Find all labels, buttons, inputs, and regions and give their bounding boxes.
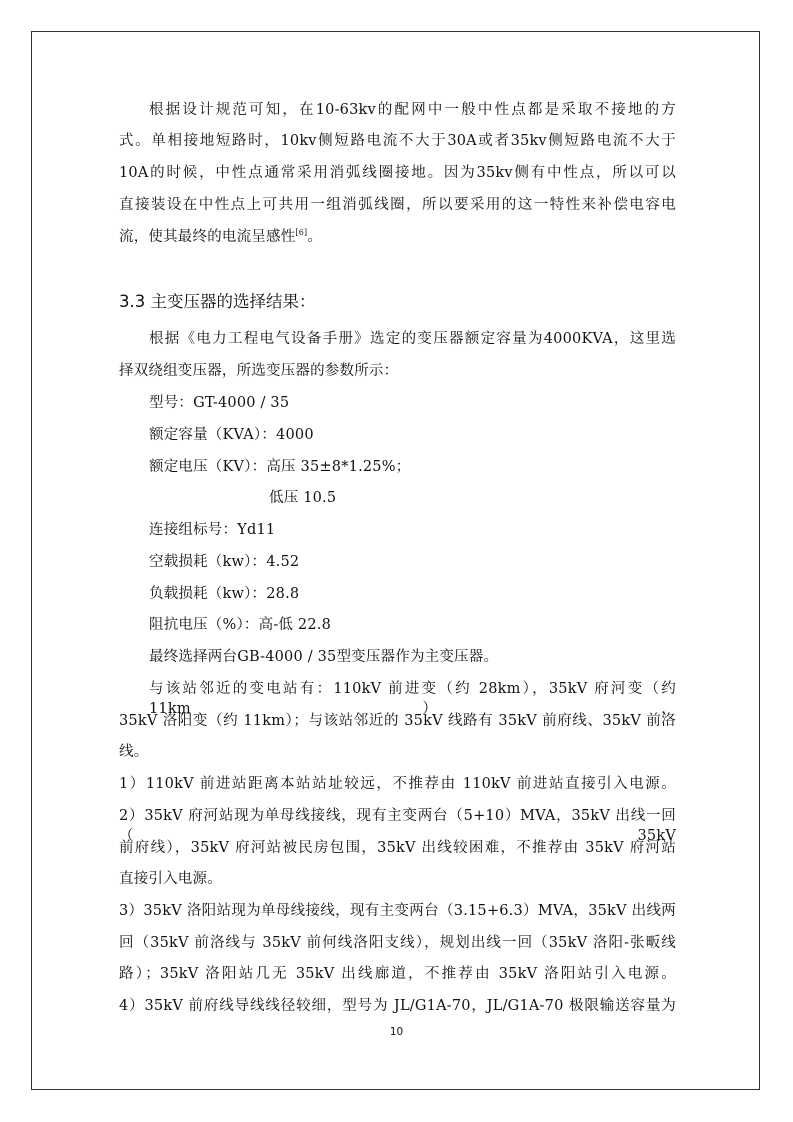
paragraph-line: 与该站邻近的变电站有：110kV 前进变（约 28km），35kV 府河变（约 11km）， [149, 681, 676, 717]
param-noload-loss: 空载损耗（kw）：4.52 [149, 554, 300, 570]
paragraph-text: 。 [307, 229, 323, 245]
list-item: 3）35kV 洛阳站现为单母线接线，现有主变两台（3.15+6.3）MVA，35kV 出线两 [119, 903, 676, 919]
list-item: 1）110kV 前进站距离本站站址较远，不推荐由 110kV 前进站直接引入电源。 [119, 776, 676, 792]
list-item-line: 路）；35kV 洛阳站几无 35kV 出线廊道，不推荐由 35kV 洛阳站引入电源。 [119, 966, 676, 982]
paragraph-line: 择双绕组变压器，所选变压器的参数所示： [119, 363, 399, 379]
paragraph-line: 根据设计规范可知，在10-63kv的配网中一般中性点都是采取不接地的方 [149, 102, 676, 118]
list-item: 4）35kV 前府线导线线径较细，型号为 JL/G1A-70，JL/G1A-70 极限输送容量为 [119, 998, 676, 1014]
section-heading: 3.3 主变压器的选择结果： [119, 292, 316, 311]
list-item-line: 回（35kV 前洛线与 35kV 前何线洛阳支线），规划出线一回（35kV 洛阳-张畈线 [119, 935, 676, 951]
page-border [31, 31, 760, 1090]
paragraph-line [119, 227, 322, 247]
param-model: 型号：GT-4000 / 35 [149, 395, 290, 411]
param-load-loss: 负载损耗（kw）：28.8 [149, 586, 300, 602]
paragraph-line: 35kV 洛阳变（约 11km）；与该站邻近的 35kV 线路有 35kV 前府线、35kV 前洛 [119, 713, 676, 729]
paragraph-line: 直接装设在中性点上可共用一组消弧线圈，所以要采用的这一特性来补偿电容电 [119, 197, 676, 213]
param-connection: 连接组标号：Yd11 [149, 522, 276, 538]
param-capacity: 额定容量（KVA）：4000 [149, 427, 314, 443]
param-final: 最终选择两台GB-4000 / 35型变压器作为主变压器。 [149, 649, 499, 665]
paragraph-line: 线。 [119, 744, 149, 760]
list-item-line: 直接引入电源。 [119, 871, 222, 887]
page-number: 10 [389, 1026, 404, 1038]
paragraph-text: 流，使其最终的电流呈感性 [119, 229, 296, 245]
paragraph-line: 根据《电力工程电气设备手册》选定的变压器额定容量为4000KVA，这里选 [149, 331, 676, 347]
param-voltage-low: 低压 10.5 [269, 490, 337, 506]
list-item-line: 前府线），35kV 府河站被民房包围，35kV 出线较困难，不推荐由 35kV 府河站 [119, 840, 676, 856]
param-voltage-high: 额定电压（KV）：高压 35±8*1.25%； [149, 459, 411, 475]
list-item: 2）35kV 府河站现为单母线接线，现有主变两台（5+10）MVA，35kV 出线一回（35kV [119, 808, 676, 844]
param-impedance: 阻抗电压（%）：高-低 22.8 [149, 617, 332, 633]
paragraph-line: 式。单相接地短路时，10kv侧短路电流不大于30A或者35kv侧短路电流不大于 [119, 133, 676, 149]
citation-ref: [6] [295, 228, 308, 238]
paragraph-line: 10A的时候，中性点通常采用消弧线圈接地。因为35kv侧有中性点，所以可以 [119, 165, 676, 181]
